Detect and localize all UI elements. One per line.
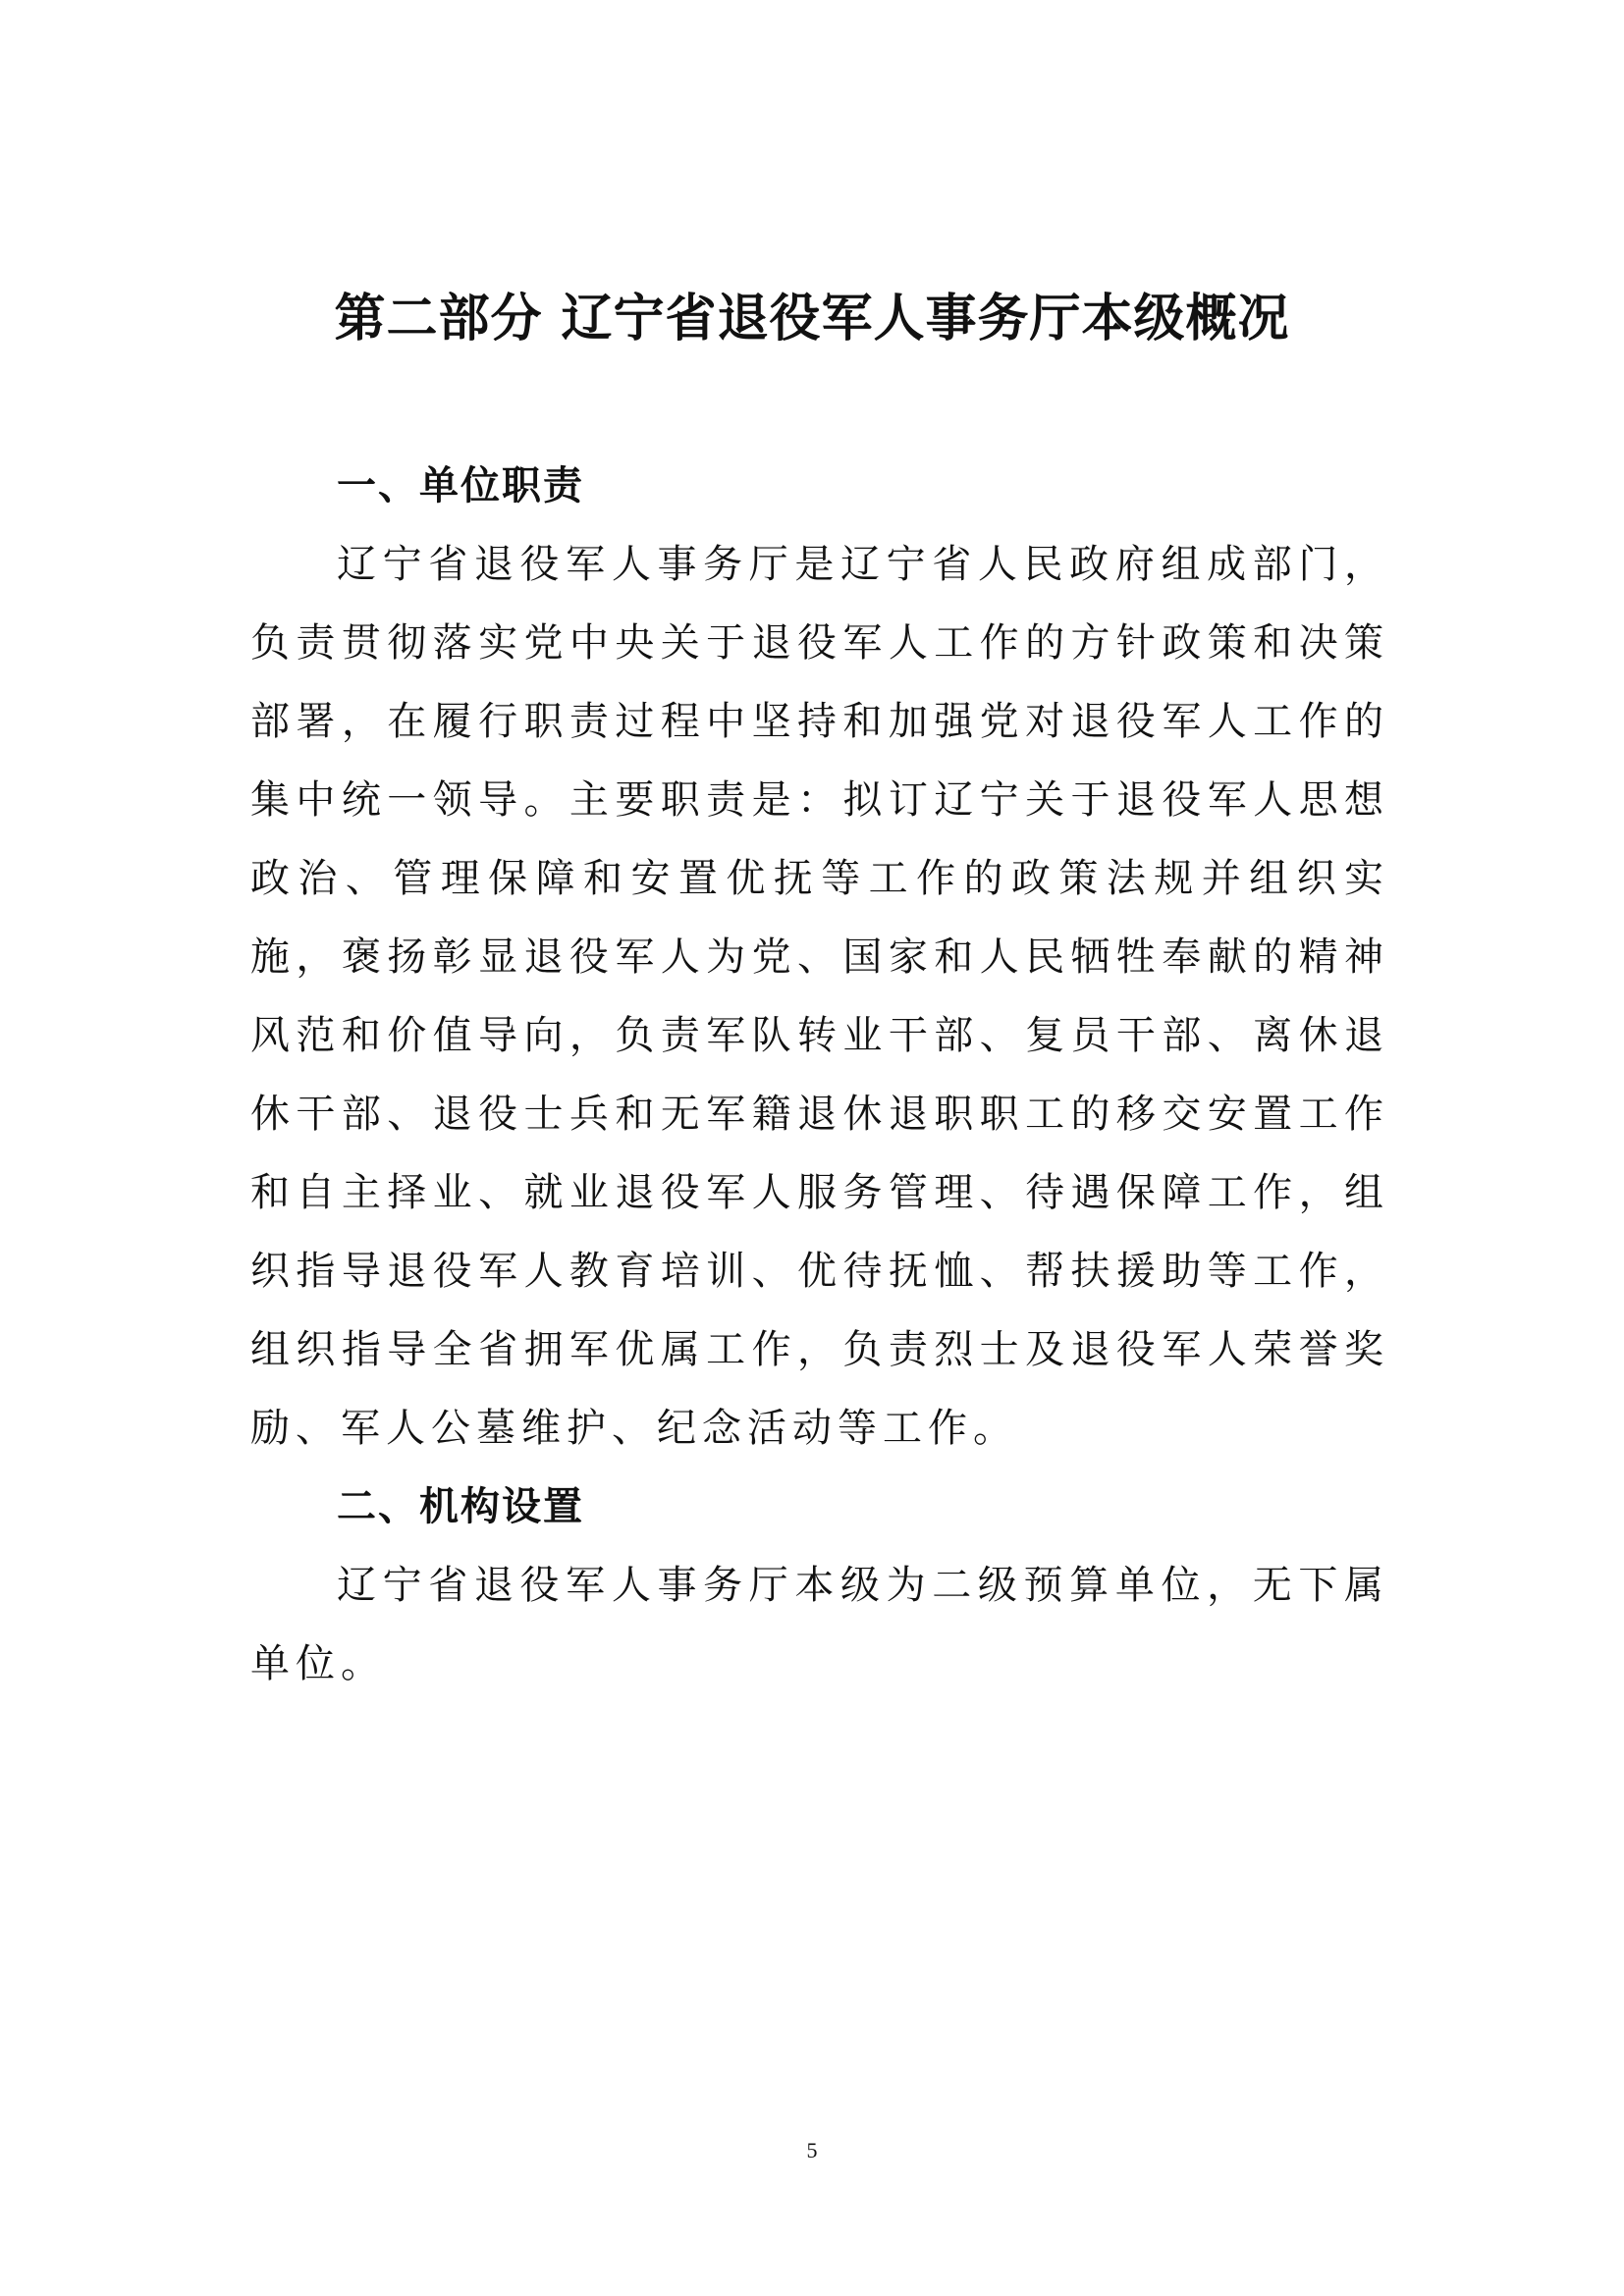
document-body bbox=[250, 447, 1389, 1703]
page-number: 5 bbox=[806, 2138, 818, 2163]
section-paragraph-duties: 辽宁省退役军人事务厅是辽宁省人民政府组成部门，负责贯彻落实党中央关于退役军人工作的方针政策和决策部署，在履行职责过程中坚持和加强党对退役军人工作的集中统一领导。主要职责是：拟订辽宁关于退役军人思想政治、管理保障和安置优抚等工作的政策法规并组织实施，褒扬彰显退役军人为党、国家和人民牺牲奉献的精神风范和价值导向，负责军队转业干部、复员干部、离休退休干部、退役士兵和无军籍退休退职职工的移交安置工作和自主择业、就业退役军人服务管理、待遇保障工作，组织指导退役军人教育培训、优待抚恤、帮扶援助等工作，组织指导全省拥军优属工作，负责烈士及退役军人荣誉奖励、军人公墓维护、纪念活动等工作。 bbox=[250, 542, 1389, 1451]
section-heading-duties: 一、单位职责 bbox=[337, 463, 584, 508]
page-title: 第二部分 辽宁省退役军人事务厅本级概况 bbox=[334, 290, 1290, 348]
section-heading-structure: 二、机构设置 bbox=[337, 1484, 584, 1529]
section-paragraph-structure: 辽宁省退役军人事务厅本级为二级预算单位，无下属单位。 bbox=[250, 1563, 1389, 1686]
